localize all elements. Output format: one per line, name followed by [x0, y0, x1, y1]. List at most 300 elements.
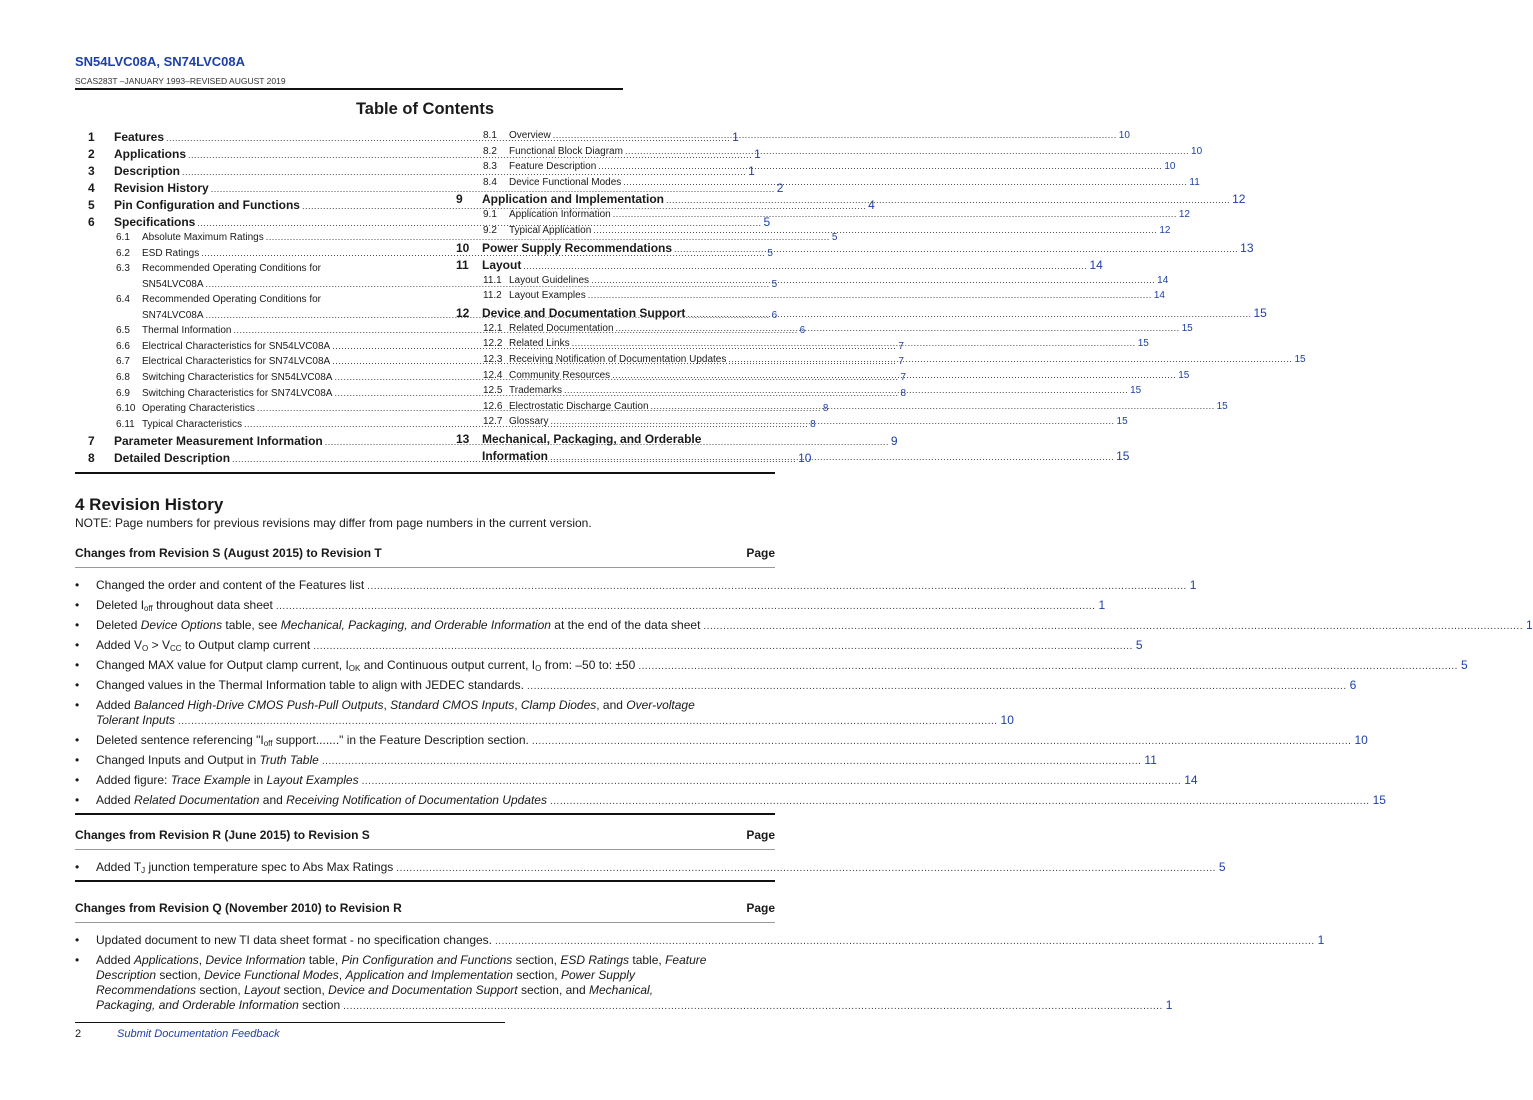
- toc-entry-page[interactable]: 1: [748, 164, 755, 178]
- toc-entry-label: Layout Examples: [509, 290, 586, 302]
- toc-entry-page[interactable]: 15: [1294, 353, 1306, 365]
- toc-entry-page[interactable]: 10: [1118, 130, 1130, 141]
- italic-reference: ESD Ratings: [560, 953, 630, 967]
- toc-entry[interactable]: [456, 161, 1176, 177]
- toc-entry-page[interactable]: 6: [799, 325, 806, 337]
- revision-change-section: [75, 546, 1533, 815]
- toc-entry-page[interactable]: 15: [1178, 369, 1190, 381]
- italic-reference: Mechanical, Packaging, and Orderable Information: [280, 618, 551, 632]
- text-run: ,: [514, 698, 521, 712]
- toc-entry-label-continued: SN74LVC08A: [142, 309, 204, 321]
- toc-entry-label: Pin Configuration and Functions: [114, 198, 300, 212]
- text-run: section,: [196, 983, 245, 997]
- toc-entry[interactable]: [456, 385, 1142, 401]
- toc-entry-page[interactable]: 5: [767, 247, 773, 259]
- toc-leader-dots: [553, 130, 1117, 140]
- toc-entry-label: Absolute Maximum Ratings: [142, 232, 264, 243]
- change-item: [75, 618, 1533, 634]
- text-run: table,: [305, 953, 342, 967]
- bullet: •: [75, 933, 80, 947]
- bullet: •: [75, 618, 80, 632]
- change-page-link[interactable]: 1: [1189, 578, 1197, 592]
- change-page-link[interactable]: 10: [1354, 733, 1368, 747]
- change-item-line: [96, 968, 775, 983]
- toc-entry-page[interactable]: 15: [1253, 305, 1267, 320]
- toc-entry-page[interactable]: 5: [771, 278, 778, 290]
- italic-reference: Over-voltage: [626, 698, 695, 712]
- toc-entry[interactable]: [456, 240, 1254, 258]
- toc-entry-page[interactable]: 12: [1232, 192, 1246, 207]
- toc-entry-label: Features: [114, 130, 165, 144]
- change-text: [96, 698, 695, 712]
- toc-title: Table of Contents: [355, 100, 495, 118]
- change-text: [96, 658, 635, 673]
- toc-entry-page[interactable]: 8: [810, 418, 816, 430]
- toc-divider: [75, 472, 775, 474]
- toc-entry-number: 12.4: [483, 369, 503, 381]
- toc-entry-page[interactable]: 1: [754, 147, 761, 161]
- toc-entry-page[interactable]: 15: [1216, 400, 1228, 412]
- leader-dots: [527, 679, 1347, 694]
- text-run: Deleted: [96, 618, 141, 632]
- toc-entry-label: Switching Characteristics for SN74LVC08A: [142, 387, 333, 399]
- toc-entry-number: 12.2: [483, 338, 503, 350]
- change-list: [75, 850, 1226, 880]
- toc-entry-page[interactable]: 10: [798, 451, 812, 466]
- toc-entry[interactable]: [456, 176, 1200, 193]
- change-item: [75, 773, 1198, 789]
- toc-entry-number: 12: [456, 305, 470, 320]
- toc-entry-page[interactable]: 1: [732, 130, 739, 144]
- text-run: Changed Inputs and Output in: [96, 753, 260, 767]
- toc-entry-number: 9.1: [483, 209, 497, 221]
- text-run: and Continuous output current, I: [360, 658, 536, 672]
- bullet: •: [75, 578, 80, 592]
- text-run: from: –50 to: ±50: [541, 658, 636, 672]
- change-text: [96, 618, 700, 633]
- toc-entry-label: Applications: [114, 147, 187, 161]
- italic-reference: Layout: [244, 983, 281, 997]
- toc-entry-label: Layout Guidelines: [509, 274, 590, 286]
- toc-leader-dots: [651, 401, 1215, 411]
- toc-entry-page[interactable]: 14: [1157, 274, 1169, 286]
- toc-entry-page[interactable]: 15: [1137, 338, 1149, 350]
- toc-entry-number: 8: [88, 451, 95, 466]
- toc-entry-label: ESD Ratings: [142, 247, 200, 259]
- footer-divider: [75, 1022, 505, 1023]
- toc-entry-page[interactable]: 8: [822, 403, 829, 415]
- toc-entry-page[interactable]: 5: [831, 232, 838, 243]
- toc-entry[interactable]: [456, 400, 1228, 417]
- subscript: O: [142, 644, 149, 653]
- toc-entry-number: 2: [88, 147, 95, 161]
- toc-entry-page[interactable]: 14: [1089, 257, 1103, 272]
- change-text: [96, 678, 524, 693]
- change-page-link[interactable]: 11: [1144, 753, 1157, 767]
- footer-page-number: 2: [75, 1028, 82, 1040]
- change-section-title: Changes from Revision S (August 2015) to Revision T: [75, 546, 382, 560]
- toc-leader-dots: [591, 275, 1155, 285]
- change-text: [96, 968, 635, 982]
- italic-reference: Balanced High-Drive CMOS Push-Pull Outputs: [134, 698, 384, 712]
- italic-reference: Receiving Notification of Documentation Updates: [286, 793, 547, 807]
- toc-entry-label: Specifications: [114, 215, 196, 229]
- toc-leader-dots: [728, 354, 1292, 364]
- text-run: Updated document to new TI data sheet format - no specification changes.: [96, 933, 493, 947]
- change-text: [96, 773, 359, 788]
- toc-entry-page[interactable]: 2: [776, 181, 784, 195]
- toc-entry-label: Electrostatic Discharge Caution: [509, 400, 649, 412]
- toc-entry-number: 12.3: [483, 353, 503, 365]
- text-run: , and: [596, 698, 627, 712]
- change-item: [75, 578, 1197, 594]
- toc-entry-label: Application and Implementation: [482, 192, 665, 207]
- text-run: Changed values in the Thermal Information table to align with JEDEC standards.: [96, 678, 525, 692]
- toc-entry-page[interactable]: 10: [1191, 145, 1203, 157]
- italic-reference: Packaging, and Orderable Information: [96, 998, 299, 1012]
- page-column-header: Page: [746, 901, 775, 915]
- change-text: [96, 933, 492, 948]
- toc-leader-dots: [572, 338, 1136, 348]
- toc-entry[interactable]: [456, 305, 1267, 323]
- text-run: Added V: [96, 638, 143, 652]
- change-item: [75, 753, 1157, 769]
- toc-entry-number: 12.5: [483, 385, 503, 397]
- change-item: [75, 678, 1357, 694]
- toc-entry-number: 9: [456, 192, 463, 207]
- leader-dots: [638, 659, 1458, 674]
- toc-leader-dots: [550, 416, 1114, 426]
- toc-entry-label: Typical Application: [509, 224, 592, 236]
- bullet: •: [75, 678, 80, 692]
- toc-leader-dots: [612, 370, 1176, 380]
- text-run: junction temperature spec to Abs Max Ratings: [145, 860, 394, 874]
- change-list: [75, 923, 1325, 1018]
- toc-entry-label: Functional Block Diagram: [509, 145, 623, 157]
- toc-entry-label: Related Links: [509, 338, 570, 350]
- change-page-link[interactable]: 14: [1184, 773, 1198, 787]
- toc-entry-label: Recommended Operating Conditions for: [142, 263, 321, 275]
- toc-entry-label: Parameter Measurement Information: [114, 434, 323, 449]
- toc-entry-page[interactable]: 14: [1153, 290, 1165, 302]
- toc-leader-dots: [550, 452, 1114, 462]
- bullet: •: [75, 638, 80, 652]
- toc-entry-number: 5: [88, 198, 95, 212]
- toc-entry-number: 4: [88, 181, 95, 195]
- subscript: CC: [169, 644, 182, 653]
- toc-entry[interactable]: [456, 257, 1103, 275]
- italic-reference: Device Information: [205, 953, 306, 967]
- toc-entry-label: Receiving Notification of Documentation Updates: [509, 353, 727, 365]
- change-item: [75, 733, 1368, 749]
- toc-entry-number: 8.3: [483, 161, 497, 173]
- document-revision-line: SCAS283T –JANUARY 1993–REVISED AUGUST 2019: [75, 76, 286, 86]
- change-page-link[interactable]: 5: [1135, 638, 1143, 652]
- subscript: off: [263, 739, 273, 748]
- document-part-title[interactable]: SN54LVC08A, SN74LVC08A: [75, 54, 246, 69]
- toc-entry-number: 10: [456, 240, 470, 255]
- text-run: Added: [96, 953, 135, 967]
- change-text: [96, 598, 273, 613]
- change-item: [75, 638, 1143, 654]
- toc-entry-label: Switching Characteristics for SN54LVC08A: [142, 371, 333, 383]
- toc-entry[interactable]: [456, 209, 1190, 225]
- toc-entry-label: Trademarks: [509, 385, 562, 397]
- change-page-link[interactable]: 1: [1165, 998, 1173, 1012]
- change-section-header: [75, 901, 775, 915]
- toc-leader-dots: [523, 261, 1087, 271]
- leader-dots: [313, 639, 1133, 654]
- bullet: •: [75, 793, 80, 807]
- change-page-link[interactable]: 1: [1526, 618, 1533, 632]
- toc-entry-page[interactable]: 15: [1181, 322, 1193, 334]
- toc-entry-line: [88, 294, 408, 305]
- text-run: ,: [198, 953, 206, 967]
- toc-entry-label: Description: [114, 164, 181, 178]
- change-item: [75, 953, 1173, 1014]
- change-item: [75, 598, 1106, 614]
- italic-reference: Tolerant Inputs: [96, 713, 175, 727]
- toc-entry[interactable]: [456, 224, 1171, 241]
- change-item-line: [96, 953, 775, 968]
- toc-entry-label: Mechanical, Packaging, and Orderable: [482, 431, 702, 446]
- bullet: •: [75, 698, 80, 712]
- toc-leader-dots: [666, 195, 1230, 205]
- toc-leader-dots: [564, 385, 1128, 395]
- bullet: •: [75, 658, 80, 672]
- change-text: [96, 793, 547, 808]
- toc-entry-label: Operating Characteristics: [142, 403, 255, 415]
- italic-reference: Standard CMOS Inputs: [390, 698, 515, 712]
- text-run: table,: [629, 953, 666, 967]
- toc-entry-label: Device Functional Modes: [509, 176, 622, 188]
- change-page-link[interactable]: 1: [1098, 598, 1106, 612]
- toc-leader-dots: [616, 323, 1180, 333]
- toc-entry-page[interactable]: 12: [1178, 209, 1190, 221]
- text-run: section,: [512, 953, 561, 967]
- toc-entry[interactable]: [456, 338, 1149, 354]
- change-list: [75, 568, 1533, 813]
- text-run: ,: [383, 698, 391, 712]
- leader-dots: [362, 774, 1182, 789]
- subscript: off: [144, 604, 153, 613]
- toc-leader-dots: [623, 177, 1187, 187]
- toc-entry-page[interactable]: 12: [1159, 224, 1171, 236]
- revision-change-section: [75, 828, 1226, 882]
- toc-entry-page[interactable]: 15: [1130, 385, 1142, 397]
- leader-dots: [532, 734, 1352, 749]
- text-run: table, see: [222, 618, 281, 632]
- toc-entry-page[interactable]: 6: [771, 309, 778, 321]
- toc-entry-number: 8.1: [483, 130, 497, 141]
- change-item-line: [96, 713, 1014, 729]
- text-run: Added: [96, 698, 135, 712]
- toc-entry-number: 6.2: [116, 247, 130, 259]
- section-end-rule: [75, 813, 775, 815]
- toc-entry-number: 6: [88, 215, 95, 229]
- change-page-link[interactable]: 5: [1218, 860, 1226, 874]
- toc-entry[interactable]: [456, 369, 1190, 386]
- text-run: Deleted sentence referencing "I: [96, 733, 264, 747]
- toc-entry-page[interactable]: 13: [1240, 240, 1254, 255]
- change-item: [75, 658, 1468, 674]
- leader-dots: [178, 714, 998, 729]
- change-section-title: Changes from Revision Q (November 2010) to Revision R: [75, 901, 402, 915]
- italic-reference: Layout Examples: [266, 773, 359, 787]
- change-item-line: [96, 698, 775, 713]
- toc-entry-page[interactable]: 7: [898, 356, 904, 368]
- toc-entry[interactable]: [456, 353, 1306, 370]
- change-text: [96, 953, 706, 967]
- bullet: •: [75, 773, 80, 787]
- italic-reference: Clamp Diodes: [520, 698, 597, 712]
- leader-dots: [322, 754, 1142, 769]
- toc-entry-label: Layout: [482, 257, 522, 272]
- toc-entry[interactable]: [456, 192, 1246, 209]
- submit-feedback-link[interactable]: Submit Documentation Feedback: [117, 1028, 280, 1040]
- italic-reference: Device and Documentation Support: [328, 983, 518, 997]
- toc-entry-number: 6.9: [116, 387, 130, 399]
- italic-reference: Applications: [134, 953, 199, 967]
- toc-entry-number: 6.5: [116, 325, 130, 337]
- toc-entry-number: 8.4: [483, 176, 497, 188]
- change-section-title: Changes from Revision R (June 2015) to Revision S: [75, 828, 370, 842]
- toc-entry-number: 6.6: [116, 340, 130, 352]
- toc-entry-page[interactable]: 8: [900, 387, 907, 399]
- toc-entry-page[interactable]: 5: [763, 215, 771, 229]
- leader-dots: [343, 999, 1163, 1014]
- text-run: section: [298, 998, 341, 1012]
- text-run: Changed MAX value for Output clamp current, I: [96, 658, 349, 672]
- page-column-header: Page: [746, 828, 775, 842]
- change-item-line: [96, 998, 1173, 1014]
- toc-entry-label-continued: Information: [482, 448, 548, 463]
- toc-entry-page[interactable]: 7: [900, 371, 907, 383]
- text-run: in: [250, 773, 267, 787]
- toc-entry-number: 3: [88, 164, 95, 178]
- change-page-link[interactable]: 6: [1349, 678, 1357, 692]
- toc-entry-number: 12.1: [483, 322, 503, 334]
- text-run: and: [259, 793, 287, 807]
- toc-entry-label: Device and Documentation Support: [482, 305, 686, 320]
- toc-leader-dots: [687, 309, 1251, 319]
- change-text: [96, 753, 319, 768]
- toc-entry-page[interactable]: 4: [868, 198, 875, 212]
- italic-reference: Mechanical,: [589, 983, 654, 997]
- change-section-header: [75, 546, 775, 560]
- change-text: [96, 998, 340, 1013]
- toc-entry-number: 6.8: [116, 371, 130, 383]
- italic-reference: Related Documentation: [134, 793, 260, 807]
- toc-entry[interactable]: [456, 130, 1130, 146]
- change-page-link[interactable]: 1: [1317, 933, 1325, 947]
- change-page-link[interactable]: 15: [1372, 793, 1386, 807]
- section-heading-revision-history: 4 Revision History: [75, 495, 224, 514]
- toc-entry-label: Glossary: [509, 416, 549, 428]
- toc-entry-page[interactable]: 9: [890, 434, 898, 449]
- change-text: [96, 733, 529, 748]
- toc-entry-label: Thermal Information: [142, 325, 232, 337]
- toc-entry-label: Electrical Characteristics for SN54LVC08A: [142, 340, 331, 352]
- italic-reference: Application and Implementation: [345, 968, 513, 982]
- toc-entry-page[interactable]: 10: [1164, 161, 1176, 173]
- toc-entry-label: Related Documentation: [509, 322, 614, 334]
- text-run: at the end of the data sheet: [550, 618, 701, 632]
- text-run: section, and: [517, 983, 589, 997]
- change-item-line: [96, 983, 775, 998]
- change-page-link[interactable]: 5: [1460, 658, 1468, 672]
- toc-entry-page[interactable]: 11: [1189, 176, 1200, 188]
- change-item: [75, 698, 1014, 729]
- toc-entry[interactable]: [456, 416, 1128, 432]
- text-run: section,: [280, 983, 329, 997]
- toc-entry[interactable]: [456, 290, 1165, 306]
- toc-entry-number: 1: [88, 130, 95, 144]
- toc-leader-dots: [598, 161, 1162, 171]
- bullet: •: [75, 753, 80, 767]
- text-run: > V: [148, 638, 170, 652]
- subscript: OK: [348, 664, 361, 673]
- text-run: Deleted I: [96, 598, 145, 612]
- toc-entry-number: 11.1: [483, 274, 502, 286]
- italic-reference: Trace Example: [170, 773, 251, 787]
- italic-reference: Truth Table: [259, 753, 319, 767]
- toc-entry-number: 8.2: [483, 145, 497, 157]
- toc-entry-number: 6.3: [116, 263, 130, 275]
- leader-dots: [703, 619, 1523, 634]
- change-item: [75, 933, 1325, 949]
- toc-entry-page[interactable]: 7: [898, 340, 904, 352]
- text-run: throughout data sheet: [152, 598, 273, 612]
- toc-entry-label: Revision History: [114, 181, 209, 195]
- text-run: Added T: [96, 860, 142, 874]
- header-divider: [75, 88, 623, 90]
- change-text: [96, 860, 393, 875]
- toc-entry-number: 6.4: [116, 294, 130, 306]
- toc-right-column: [456, 130, 1306, 466]
- bullet: •: [75, 733, 80, 747]
- change-text: [96, 578, 364, 593]
- toc-entry-page[interactable]: 15: [1116, 448, 1130, 463]
- toc-entry-label: Community Resources: [509, 369, 611, 381]
- change-page-link[interactable]: 10: [1000, 713, 1014, 727]
- subscript: O: [535, 664, 542, 673]
- toc-entry[interactable]: [456, 274, 1169, 291]
- toc-entry-label: Power Supply Recommendations: [482, 240, 673, 255]
- toc-entry-label: Typical Characteristics: [142, 418, 243, 430]
- italic-reference: Description: [96, 968, 157, 982]
- bullet: •: [75, 860, 80, 874]
- toc-entry-number: 12.6: [483, 400, 503, 412]
- toc-leader-dots: [588, 290, 1152, 300]
- toc-entry-number: 6.10: [116, 403, 136, 415]
- toc-entry[interactable]: [456, 145, 1203, 162]
- toc-entry-number: 6.11: [116, 418, 135, 430]
- italic-reference: Device Functional Modes: [204, 968, 339, 982]
- toc-entry[interactable]: [456, 322, 1193, 339]
- toc-entry-page[interactable]: 15: [1116, 416, 1128, 428]
- toc-leader-dots: [674, 244, 1238, 254]
- leader-dots: [550, 794, 1370, 809]
- toc-entry-number: 11.2: [483, 290, 502, 302]
- text-run: ,: [338, 968, 346, 982]
- text-run: Added figure:: [96, 773, 171, 787]
- leader-dots: [495, 934, 1315, 949]
- subscript: J: [141, 866, 146, 875]
- toc-entry-number: 12.7: [483, 416, 503, 428]
- toc-entry-label: Feature Description: [509, 161, 597, 173]
- text-run: Added: [96, 793, 135, 807]
